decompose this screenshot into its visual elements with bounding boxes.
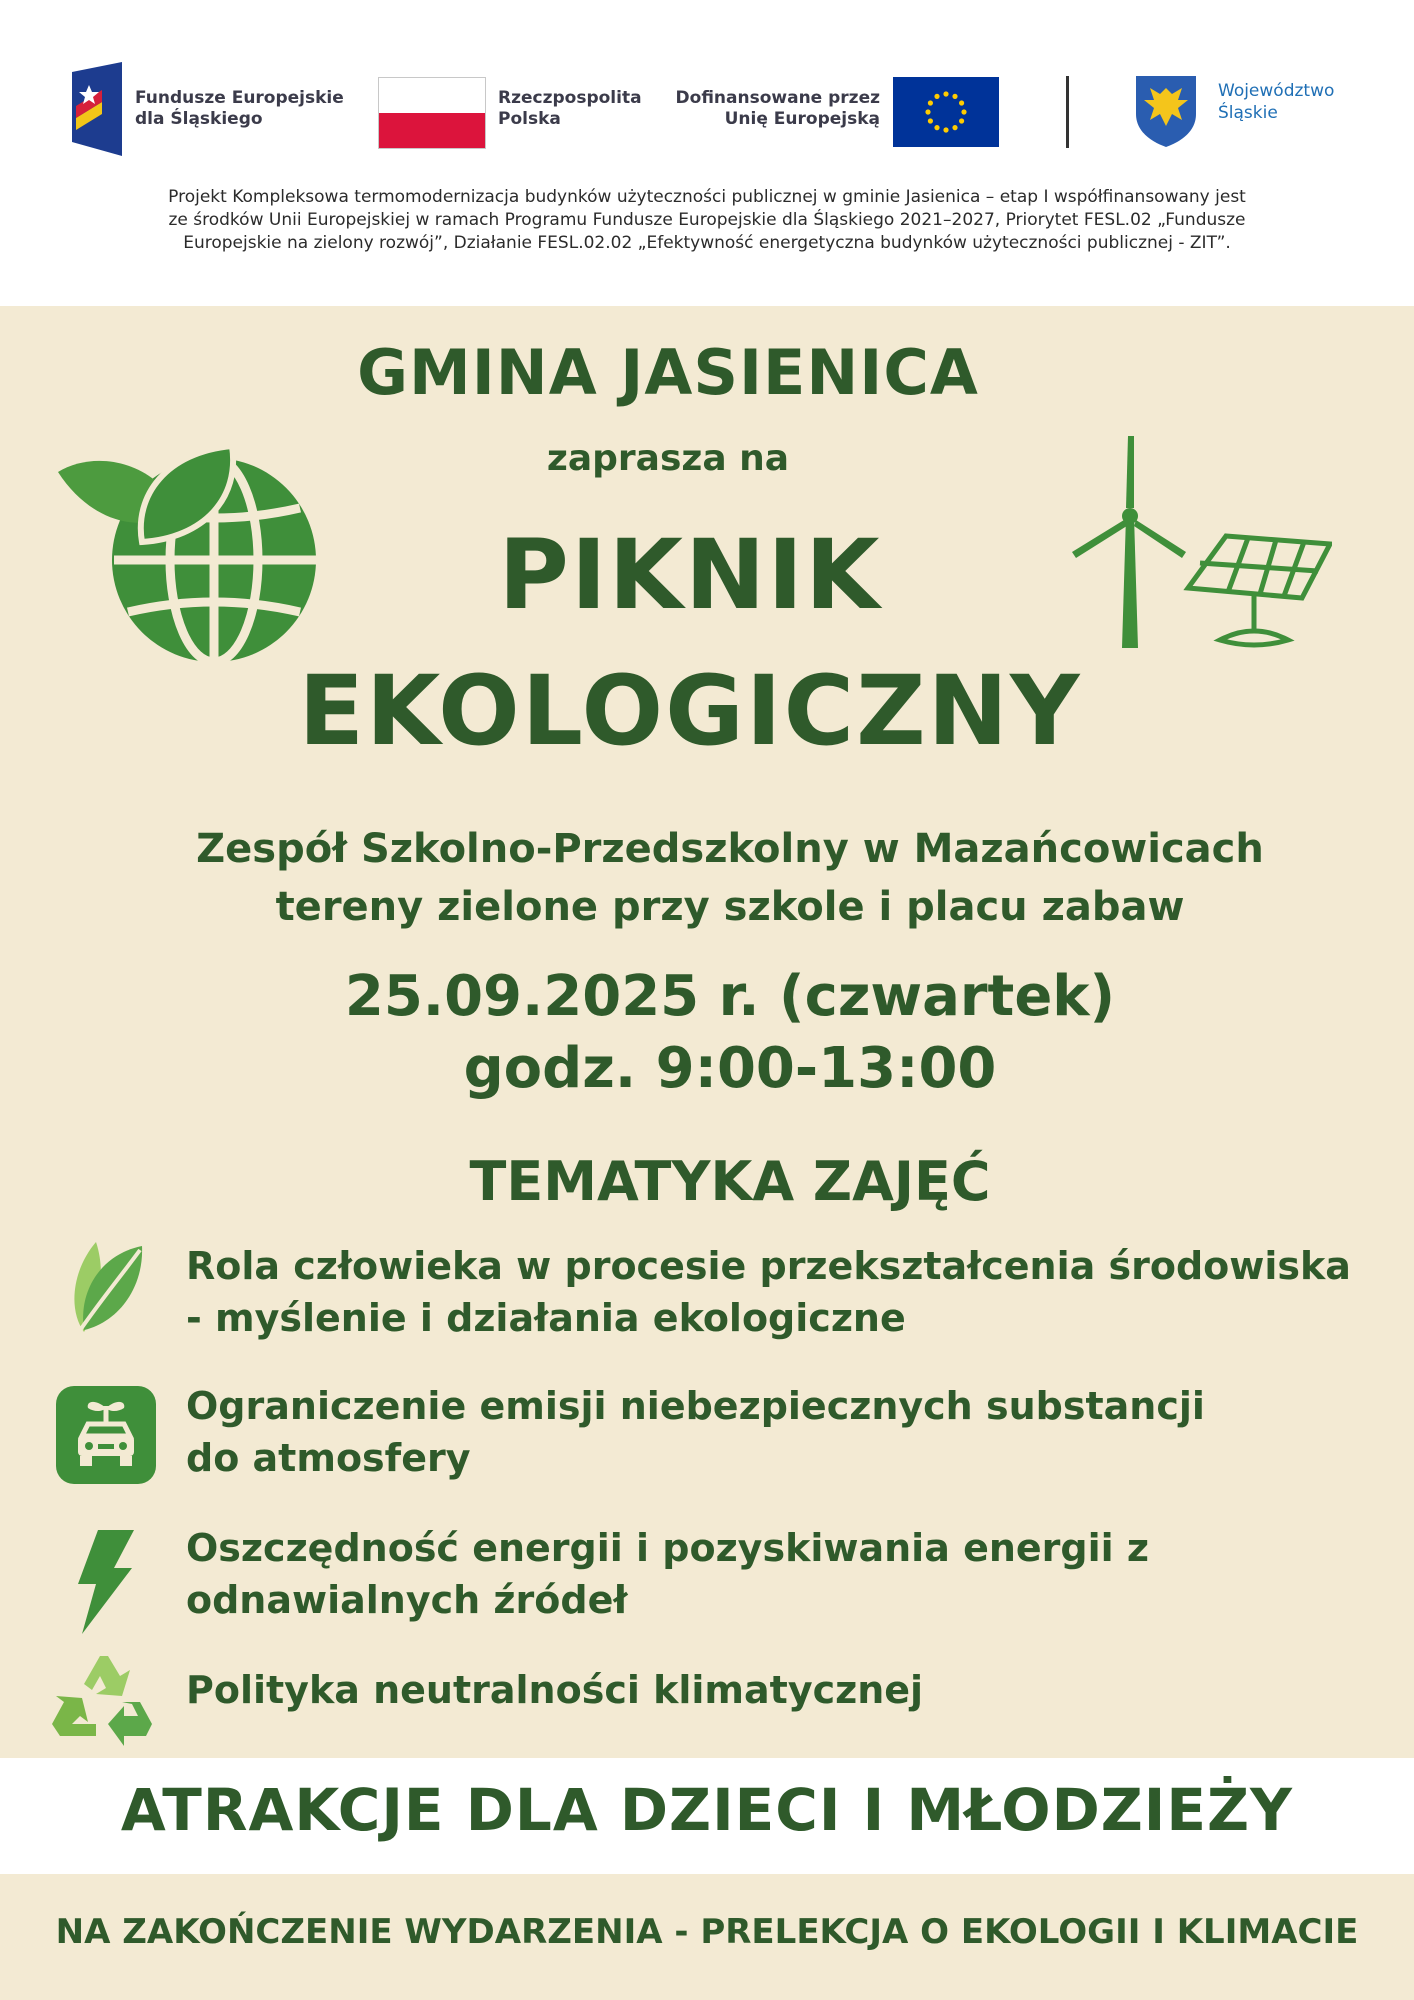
rp-line2: Polska (498, 109, 561, 129)
slaskie-coat-of-arms-icon (1134, 74, 1198, 148)
event-date: 25.09.2025 r. (czwartek) (344, 964, 1116, 1029)
topic-3-line2: odnawialnych źródeł (186, 1578, 628, 1622)
event-title-line2: EKOLOGICZNY (298, 655, 1082, 767)
place-line1: Zespół Szkolno-Przedszkolny w Mazańcowicach (196, 826, 1264, 872)
logo-divider (1066, 76, 1069, 148)
topic-4 (186, 1664, 1386, 1716)
eco-car-icon (56, 1386, 156, 1484)
leaf-icon (66, 1240, 146, 1344)
rp-logo-text (498, 88, 642, 130)
woj-logo-text (1218, 80, 1334, 124)
event-title-line1: PIKNIK (498, 519, 882, 631)
globe-leaves-icon (54, 446, 324, 666)
eu-line1: Dofinansowane przez (675, 88, 880, 108)
topic-2-line2: do atmosfery (186, 1436, 471, 1480)
topics-heading: TEMATYKA ZAJĘĆ (469, 1150, 991, 1213)
place-line2: tereny zielone przy szkole i placu zabaw (275, 884, 1185, 930)
closing-text: NA ZAKOŃCZENIE WYDARZENIA - PRELEKCJA O EKOLOGII I KLIMACIE (55, 1912, 1359, 1952)
organizer-title: GMINA JASIENICA (357, 336, 979, 409)
topic-2-line1: Ograniczenie emisji niebezpiecznych substancji (186, 1384, 1205, 1428)
woj-line2: Śląskie (1218, 103, 1278, 123)
invites-text: zaprasza na (546, 438, 790, 479)
attractions-banner: ATRAKCJE DLA DZIECI I MŁODZIEŻY (120, 1776, 1294, 1844)
eu-flag-icon (893, 77, 999, 147)
poland-flag-icon (378, 77, 486, 149)
fundusze-line1: Fundusze Europejskie (135, 88, 344, 108)
lightning-icon (76, 1530, 136, 1634)
wind-turbine-solar-icon (1070, 436, 1332, 658)
fundusze-line2: dla Śląskiego (135, 109, 263, 129)
topic-2 (186, 1380, 1386, 1484)
fundusze-logo-text (135, 88, 344, 130)
fundusze-europejskie-logo (72, 62, 122, 156)
disclaimer-line3: Europejskie na zielony rozwój”, Działanie FESL.02.02 „Efektywność energetyczna budynków użyteczności publicznej - ZIT”. (183, 233, 1231, 253)
disclaimer-line2: ze środków Unii Europejskiej w ramach Programu Fundusze Europejskie dla Śląskiego 2021–2027, Priorytet FESL.02 „Fundusze (168, 210, 1246, 230)
event-hours: godz. 9:00-13:00 (463, 1036, 997, 1101)
woj-line1: Województwo (1218, 81, 1335, 101)
topic-4-line1: Polityka neutralności klimatycznej (186, 1668, 924, 1712)
funding-disclaimer (150, 186, 1264, 255)
topic-3 (186, 1522, 1386, 1626)
recycle-icon (48, 1644, 158, 1748)
topic-1-line2: - myślenie i działania ekologiczne (186, 1296, 906, 1340)
disclaimer-line1: Projekt Kompleksowa termomodernizacja budynków użyteczności publicznej w gminie Jasienica – etap I współfinansowany jest (168, 187, 1246, 207)
eu-logo-text (660, 88, 880, 130)
header (0, 0, 1414, 306)
topic-1-line1: Rola człowieka w procesie przekształcenia środowiska (186, 1244, 1351, 1288)
rp-line1: Rzeczpospolita (498, 88, 642, 108)
eu-line2: Unię Europejską (724, 109, 880, 129)
topic-1 (186, 1240, 1386, 1344)
topic-3-line1: Oszczędność energii i pozyskiwania energii z (186, 1526, 1150, 1570)
